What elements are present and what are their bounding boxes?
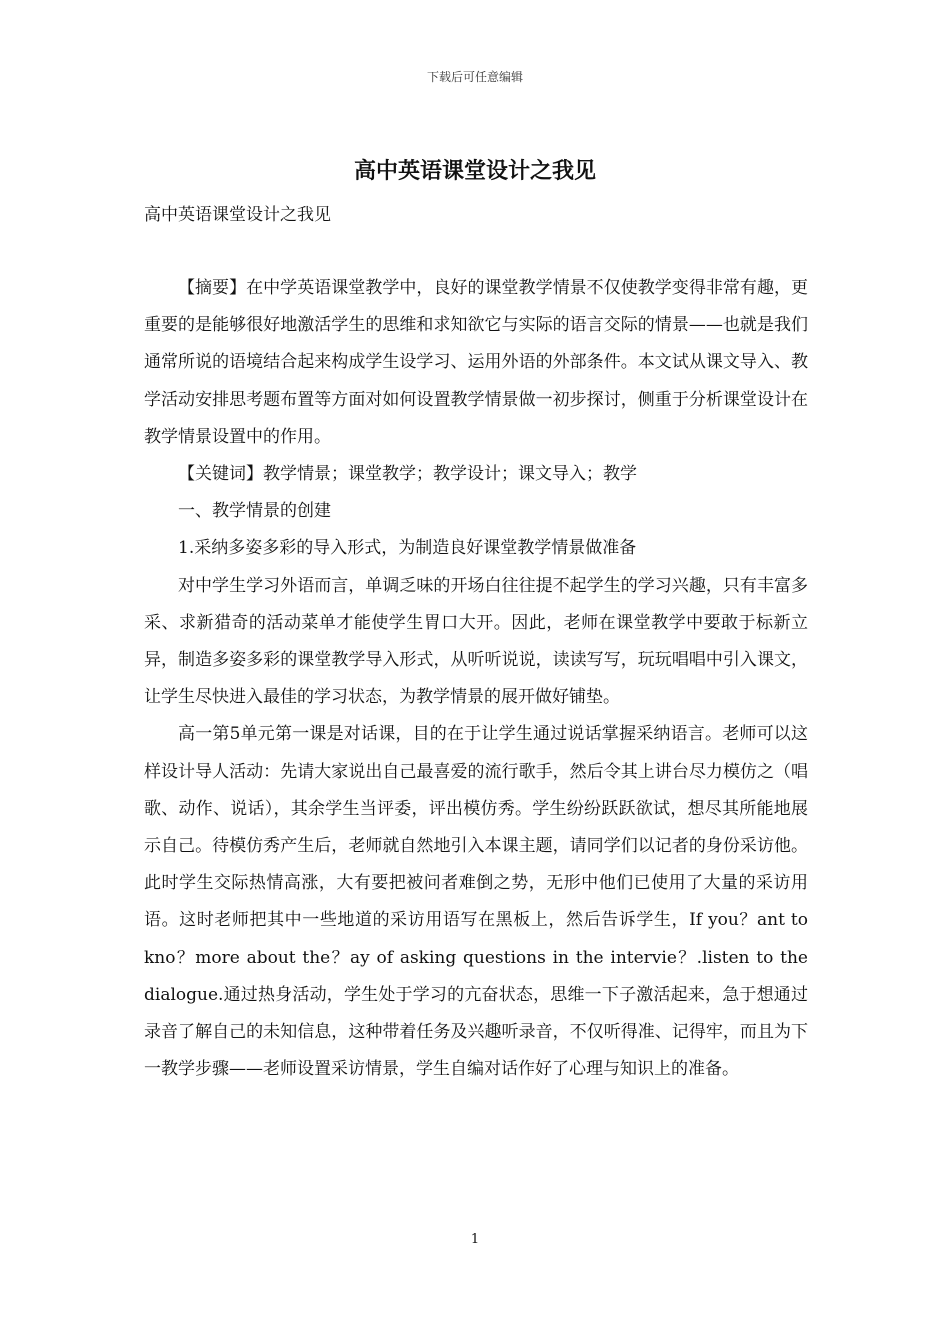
section-heading: 一、教学情景的创建 <box>178 501 331 522</box>
abstract-paragraph: 【摘要】在中学英语课堂教学中，良好的课堂教学情景不仅使教学变得非常有趣，更重要的是能够很好地激活学生的思维和求知欲它与实际的语言交际的情景——也就是我们通常所说的语境结合起来构成学生设学习、运用外语的外部条件。本文试从课文导入、教学活动安排思考题布置等方面对如何设置教学情景做一初步探讨，侧重于分析课堂设计在教学情景设置中的作用。 <box>144 278 808 447</box>
keywords-paragraph: 【关键词】教学情景；课堂教学；教学设计；课文导入；教学 <box>178 464 637 485</box>
subsection-heading: 1.采纳多姿多彩的导入形式，为制造良好课堂教学情景做准备 <box>178 538 637 559</box>
page-header: 下载后可任意编辑 <box>426 70 523 84</box>
page-number: 1 <box>470 1232 480 1247</box>
document-subtitle: 高中英语课堂设计之我见 <box>144 205 331 225</box>
body-paragraph: 对中学生学习外语而言，单调乏味的开场白往往提不起学生的学习兴趣，只有丰富多采、求新猎奇的活动菜单才能使学生胃口大开。因此，老师在课堂教学中要敢于标新立异，制造多姿多彩的课堂教学导入形式，从听听说说，读读写写，玩玩唱唱中引入课文，让学生尽快进入最佳的学习状态，为教学情景的展开做好铺垫。 <box>144 575 808 708</box>
document-title: 高中英语课堂设计之我见 <box>353 158 596 184</box>
body-paragraph: 高一第5单元第一课是对话课，目的在于让学生通过说话掌握采纳语言。老师可以这样设计导人活动：先请大家说出自己最喜爱的流行歌手，然后令其上讲台尽力模仿之（唱歌、动作、说话），其余学生当评委，评出模仿秀。学生纷纷跃跃欲试，想尽其所能地展示自己。待模仿秀产生后，老师就自然地引入本课主题，请同学们以记者的身份采访他。此时学生交际热情高涨，大有要把被问者难倒之势，无形中他们已使用了大量的采访用语。这时老师把其中一些地道的采访用语写在黑板上，然后告诉学生，If you？ant to kno？more about the？ay of asking questions in the intervie？.listen to the dialogue.通过热身活动，学生处于学习的亢奋状态，思维一下子激活起来，急于想通过录音了解自己的未知信息，这种带着任务及兴趣听录音，不仅听得准、记得牢，而且为下一教学步骤——老师设置采访情景，学生自编对话作好了心理与知识上的准备。 <box>144 724 808 1080</box>
document-body <box>144 270 808 1088</box>
